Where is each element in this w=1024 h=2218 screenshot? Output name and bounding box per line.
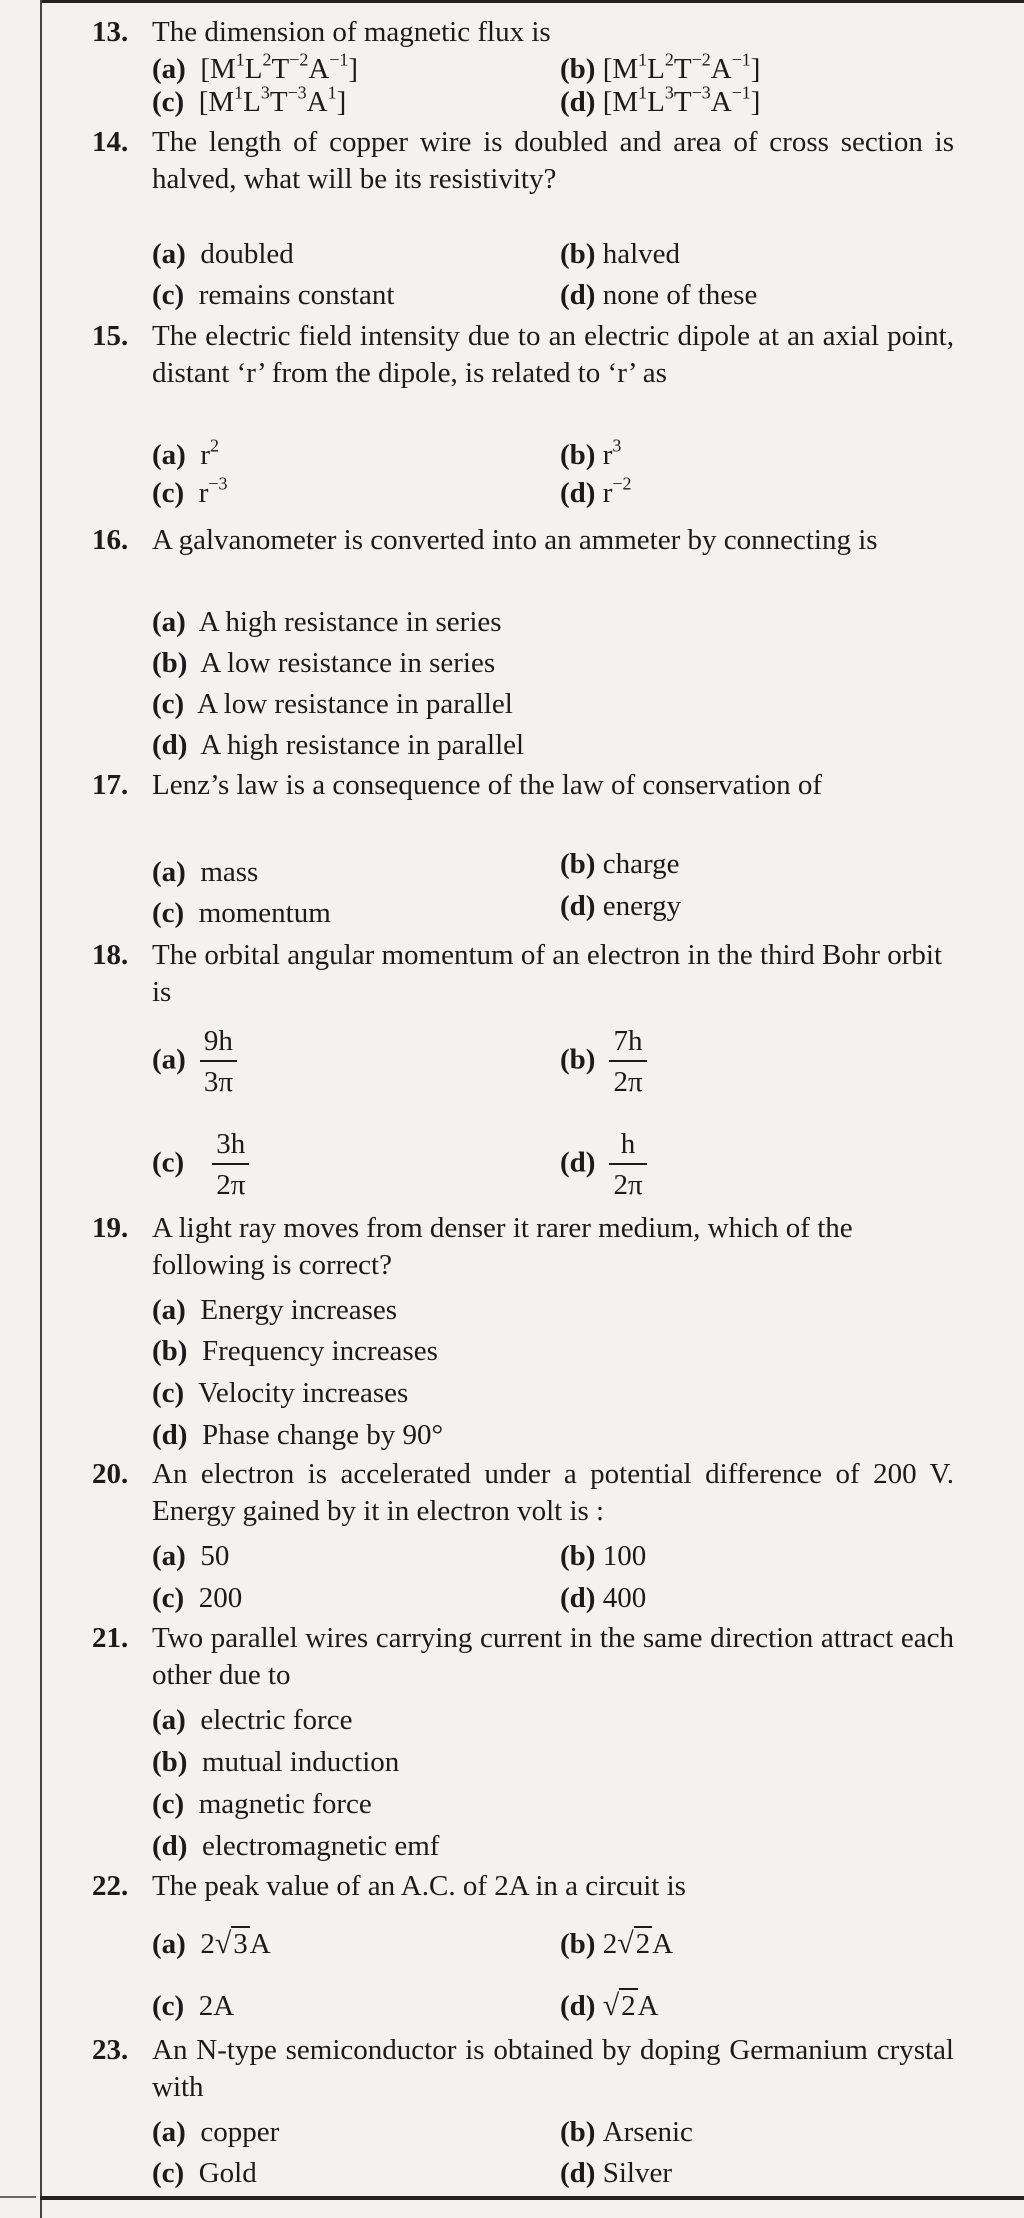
q18-option-d: (d) $\frac{h}{2\pi}$	[560, 1125, 647, 1205]
question-text: Lenz’s law is a consequence of the law of conservation of	[152, 769, 822, 801]
question-number: 13.	[92, 16, 129, 48]
q14-option-b: (b) halved	[560, 238, 681, 270]
q16-option-c: (c) A low resistance in parallel	[152, 688, 513, 720]
q16-option-a: (a) A high resistance in series	[152, 606, 502, 638]
question-number: 21.	[92, 1622, 129, 1654]
q19-option-d: (d) Phase change by 90°	[152, 1419, 444, 1451]
question-14	[92, 124, 954, 198]
q18-option-b: (b) $\frac{7h}{2\pi}$	[560, 1022, 647, 1102]
question-text: A light ray moves from denser it rarer medium, which of the following is correct?	[152, 1212, 853, 1281]
question-16	[92, 522, 954, 559]
page-top-rule	[40, 0, 1024, 3]
question-number: 18.	[92, 939, 129, 971]
q23-option-c: (c) Gold	[152, 2157, 257, 2189]
q17-option-b: (b) charge	[560, 848, 680, 880]
q20-option-d: (d) 400	[560, 1582, 647, 1614]
question-20	[92, 1456, 954, 1530]
q17-option-a: (a) mass	[152, 856, 259, 888]
q13-option-d: (d) $[M^1L^3T^{-3}A^{-1}]$	[560, 82, 761, 118]
q19-option-a: (a) Energy increases	[152, 1294, 398, 1326]
q15-option-c: (c) $r^{-3}$	[152, 473, 228, 509]
q16-option-d: (d) A high resistance in parallel	[152, 729, 525, 761]
question-17	[92, 767, 954, 804]
question-21	[92, 1620, 954, 1694]
q19-option-c: (c) Velocity increases	[152, 1377, 409, 1409]
question-text: An electron is accelerated under a potential difference of 200 V. Energy gained by it in electron volt is :	[152, 1458, 954, 1527]
q17-option-d: (d) energy	[560, 890, 682, 922]
q14-option-d: (d) none of these	[560, 279, 758, 311]
question-text: The orbital angular momentum of an electron in the third Bohr orbit is	[152, 939, 943, 1008]
question-number: 22.	[92, 1870, 129, 1902]
q21-option-d: (d) electromagnetic emf	[152, 1830, 440, 1862]
q13-option-c: (c) $[M^1L^3T^{-3}A^1]$	[152, 82, 347, 118]
question-text: A galvanometer is converted into an ammeter by connecting is	[152, 524, 878, 556]
question-15	[92, 318, 954, 392]
question-text: The electric field intensity due to an electric dipole at an axial point, distant ‘r’ from the dipole, is related to ‘r’ as	[152, 320, 954, 389]
q17-option-c: (c) momentum	[152, 897, 331, 929]
page-left-rule	[40, 0, 42, 2218]
q23-option-a: (a) copper	[152, 2116, 280, 2148]
question-number: 15.	[92, 320, 129, 352]
question-22	[92, 1868, 954, 1905]
question-number: 19.	[92, 1212, 129, 1244]
q23-option-d: (d) Silver	[560, 2157, 672, 2189]
question-number: 14.	[92, 126, 129, 158]
question-text: The peak value of an A.C. of 2A in a circuit is	[152, 1870, 686, 1902]
q23-option-b: (b) Arsenic	[560, 2116, 693, 2148]
q16-option-b: (b) A low resistance in series	[152, 647, 496, 679]
question-23	[92, 2032, 954, 2106]
question-number: 23.	[92, 2034, 129, 2066]
question-text: An N-type semiconductor is obtained by doping Germanium crystal with	[152, 2034, 954, 2103]
question-18	[92, 937, 954, 1011]
q15-option-d: (d) $r^{-2}$	[560, 473, 632, 509]
page-corner-mark	[0, 2196, 36, 2198]
question-19	[92, 1210, 954, 1284]
q18-option-a: (a) $\frac{9h}{3\pi}$	[152, 1022, 237, 1102]
q22-option-d: (d) √2A	[560, 1989, 659, 2022]
q13-option-a: (a) $[M^1L^2T^{-2}A^{-1}]$	[152, 49, 359, 85]
page-bottom-rule	[40, 2196, 1024, 2200]
question-number: 20.	[92, 1458, 129, 1490]
q19-option-b: (b) Frequency increases	[152, 1335, 438, 1367]
question-number: 17.	[92, 769, 129, 801]
q13-option-b: (b) $[M^1L^2T^{-2}A^{-1}]$	[560, 49, 761, 85]
q22-option-b: (b) 2√2A	[560, 1927, 674, 1960]
q20-option-a: (a) 50	[152, 1540, 230, 1572]
q15-option-a: (a) $r^2$	[152, 435, 219, 471]
q22-option-c: (c) 2A	[152, 1990, 235, 2022]
q21-option-c: (c) magnetic force	[152, 1788, 372, 1820]
q14-option-c: (c) remains constant	[152, 279, 395, 311]
question-text: The length of copper wire is doubled and area of cross section is halved, what will be its resistivity?	[152, 126, 954, 195]
q15-option-b: (b) $r^3$	[560, 435, 622, 471]
question-number: 16.	[92, 524, 129, 556]
q21-option-b: (b) mutual induction	[152, 1746, 400, 1778]
question-13	[92, 14, 954, 51]
question-text: Two parallel wires carrying current in the same direction attract each other due to	[152, 1622, 954, 1691]
question-text: The dimension of magnetic flux is	[152, 16, 551, 48]
q14-option-a: (a) doubled	[152, 238, 294, 270]
q20-option-b: (b) 100	[560, 1540, 647, 1572]
q18-option-c: (c) $\frac{3h}{2\pi}$	[152, 1125, 249, 1205]
q21-option-a: (a) electric force	[152, 1704, 353, 1736]
q22-option-a: (a) 2√3A	[152, 1927, 271, 1960]
q20-option-c: (c) 200	[152, 1582, 243, 1614]
